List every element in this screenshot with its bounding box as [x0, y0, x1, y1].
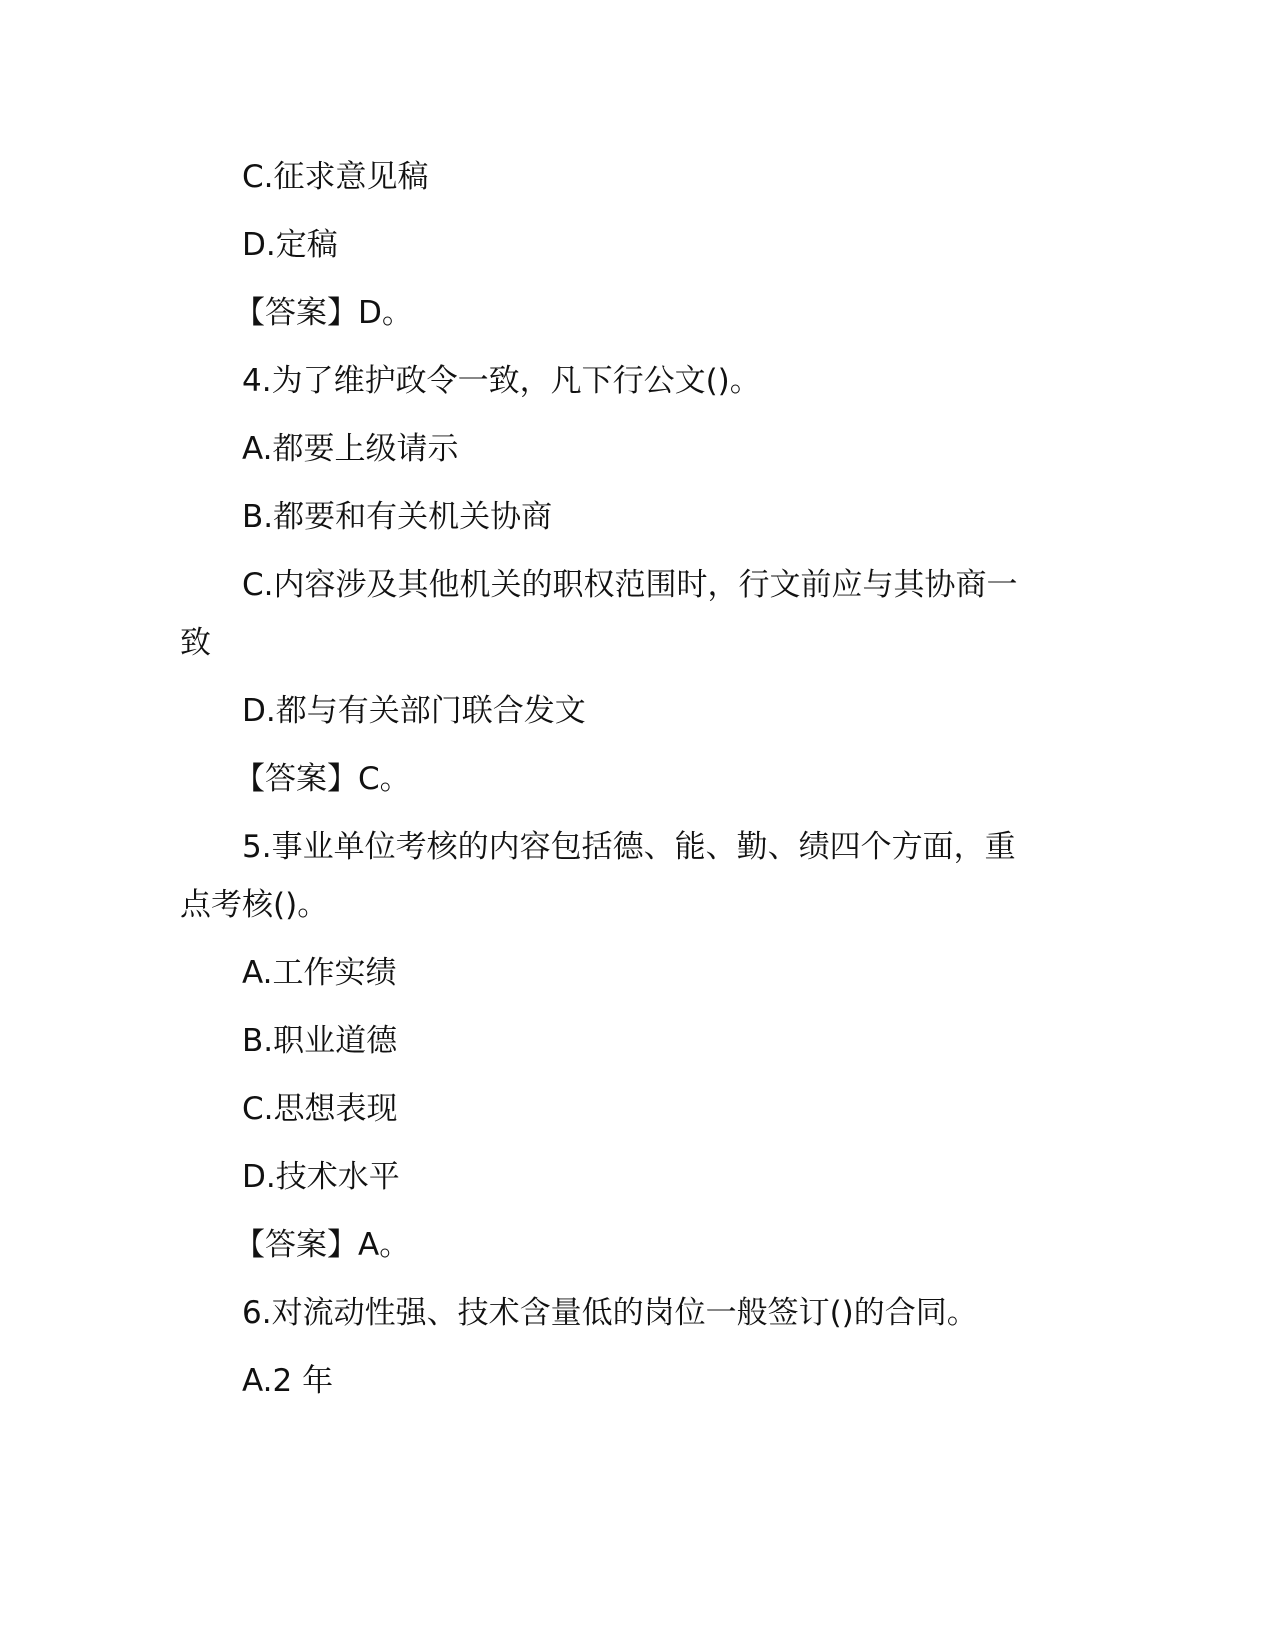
q4-option-b: B.都要和有关机关协商	[242, 499, 553, 535]
document-body	[180, 148, 1040, 1420]
answer-q5: 【答案】A。	[234, 1227, 411, 1263]
q5-option-d: D.技术水平	[242, 1159, 400, 1195]
question-6: 6.对流动性强、技术含量低的岗位一般签订()的合同。	[242, 1295, 978, 1331]
option-d-final: D.定稿	[242, 227, 338, 263]
q4-option-c: C.内容涉及其他机关的职权范围时，行文前应与其协商一致	[180, 567, 1018, 661]
question-5: 5.事业单位考核的内容包括德、能、勤、绩四个方面，重点考核()。	[180, 829, 1016, 923]
option-c-draft: C.征求意见稿	[242, 159, 429, 195]
q5-option-a: A.工作实绩	[242, 955, 397, 991]
q5-option-c: C.思想表现	[242, 1091, 398, 1127]
answer-q4: 【答案】C。	[234, 761, 411, 797]
answer-q3: 【答案】D。	[234, 295, 413, 331]
q4-option-d: D.都与有关部门联合发文	[242, 693, 586, 729]
q5-option-b: B.职业道德	[242, 1023, 398, 1059]
q4-option-a: A.都要上级请示	[242, 431, 459, 467]
q6-option-a: A.2 年	[242, 1363, 334, 1399]
question-4: 4.为了维护政令一致，凡下行公文()。	[242, 363, 761, 399]
